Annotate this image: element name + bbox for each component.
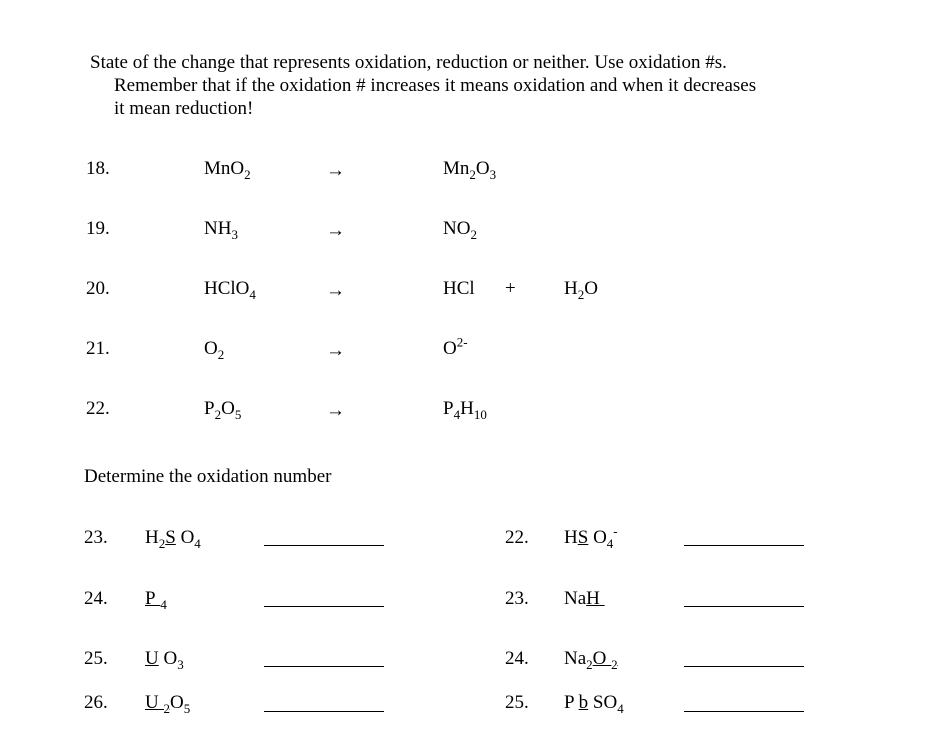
answer-blank[interactable] — [684, 545, 804, 546]
section-title: Determine the oxidation number — [84, 466, 332, 487]
product: $Mn_2O_3$ — [443, 158, 497, 182]
formula: $Na_2O$ $_2$ — [564, 648, 618, 672]
item-number: 23. — [84, 527, 108, 548]
product: $NO_2$ — [443, 218, 477, 242]
product: $H_2O$ — [564, 278, 598, 302]
item-number: 22. — [505, 527, 529, 548]
product: $P_4H_{10}$ — [443, 398, 487, 422]
answer-blank[interactable] — [684, 711, 804, 712]
reaction-number: 18. — [86, 158, 110, 179]
reaction-number: 19. — [86, 218, 110, 239]
formula: P $_4$ — [145, 588, 167, 612]
reactant: $P_2O_5$ — [204, 398, 242, 422]
answer-blank[interactable] — [684, 666, 804, 667]
item-number: 25. — [505, 692, 529, 713]
product: $O^{2-}$ — [443, 334, 468, 359]
item-number: 26. — [84, 692, 108, 713]
formula: U $O_3$ — [145, 648, 184, 672]
reaction-number: 22. — [86, 398, 110, 419]
reactant: HClO$_4$ — [204, 278, 256, 302]
answer-blank[interactable] — [264, 666, 384, 667]
instruction-line-2: Remember that if the oxidation # increases it means oxidation and when it decreases — [114, 75, 757, 96]
reaction-number: 21. — [86, 338, 110, 359]
answer-blank[interactable] — [684, 606, 804, 607]
reactant: MnO$_2$ — [204, 158, 251, 182]
arrow-icon: → — [326, 400, 345, 421]
instruction-line-3: it mean reduction! — [114, 98, 254, 119]
item-number: 23. — [505, 588, 529, 609]
answer-blank[interactable] — [264, 545, 384, 546]
answer-blank[interactable] — [264, 711, 384, 712]
formula: NaH — [564, 588, 600, 609]
item-number: 24. — [505, 648, 529, 669]
formula: U $_2O_5$ — [145, 692, 191, 716]
item-number: 25. — [84, 648, 108, 669]
plus-sign: + — [505, 278, 516, 299]
formula: HS $O_4^-$ — [564, 523, 618, 551]
arrow-icon: → — [326, 340, 345, 361]
arrow-icon: → — [326, 160, 345, 181]
formula: P b $SO_4$ — [564, 692, 624, 716]
item-number: 24. — [84, 588, 108, 609]
reactant: $O_2$ — [204, 338, 225, 362]
product: HCl — [443, 278, 475, 299]
arrow-icon: → — [326, 220, 345, 241]
formula: $H_2S$ $O_4$ — [145, 527, 201, 551]
reactant: $NH_3$ — [204, 218, 238, 242]
arrow-icon: → — [326, 280, 345, 301]
reaction-number: 20. — [86, 278, 110, 299]
answer-blank[interactable] — [264, 606, 384, 607]
instruction-line-1: State of the change that represents oxidation, reduction or neither. Use oxidation #s. — [90, 52, 727, 73]
